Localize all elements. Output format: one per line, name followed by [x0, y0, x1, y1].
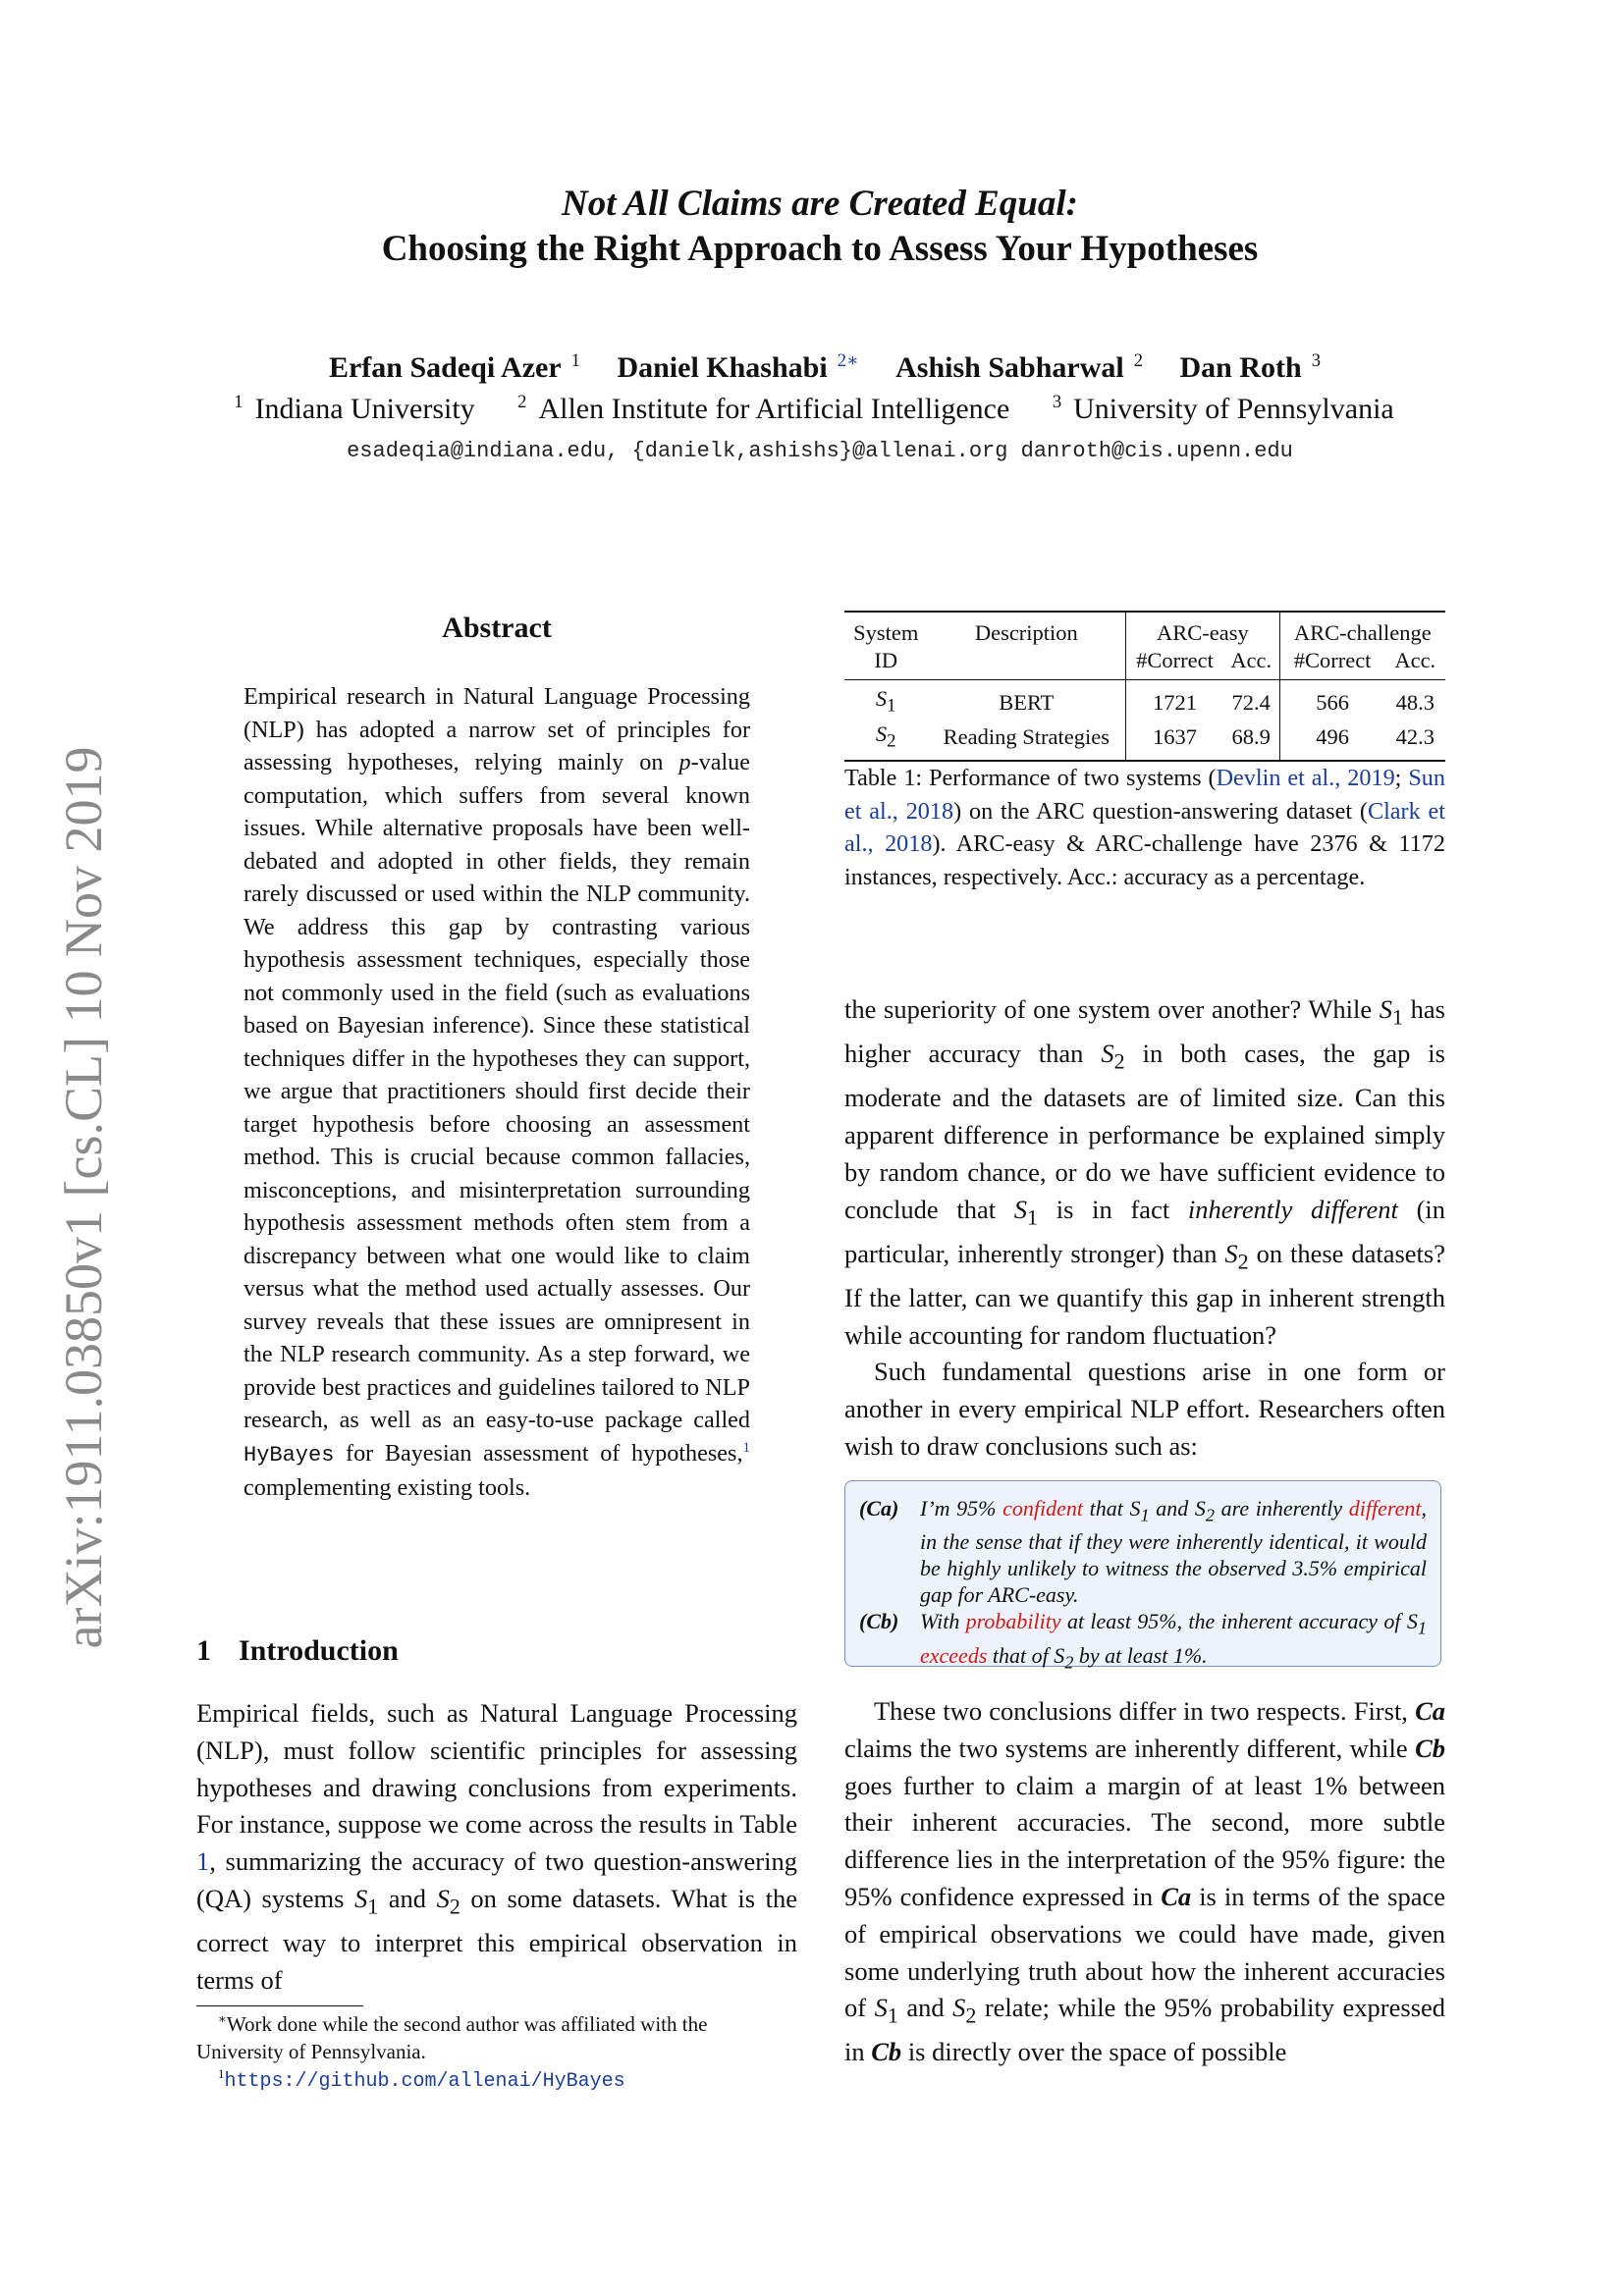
author-affil-mark[interactable]: 2∗ — [837, 350, 859, 371]
arxiv-identifier: arXiv:1911.03850v1 [cs.CL] 10 Nov 2019 — [54, 746, 113, 1649]
math-sub: 1 — [1027, 1203, 1039, 1229]
caption-part: ). ARC-easy & ARC-challenge have 2376 & 1172 instances, respectively. Acc.: accuracy as a percentage. — [844, 830, 1445, 890]
claim-text — [920, 1608, 1427, 1676]
author-emails: esadeqia@indiana.edu, {danielk,ashishs}@allenai.org danroth@cis.upenn.edu — [347, 439, 1293, 463]
citation-link[interactable]: Devlin et al., 2019 — [1216, 765, 1395, 791]
cell-challenge-correct: 496 — [1279, 721, 1384, 762]
math-sub: 1 — [1392, 1004, 1404, 1030]
body-part: the superiority of one system over another? While — [844, 994, 1380, 1024]
body-part: claims the two systems are inherently different, while — [844, 1733, 1416, 1763]
math-s: S — [875, 721, 888, 746]
claim-highlight: different — [1348, 1496, 1422, 1521]
header-arc-challenge: ARC-challenge — [1279, 612, 1445, 647]
footnote-link[interactable]: 1 — [742, 1439, 750, 1456]
abstract-part: Empirical research in Natural Language Processing (NLP) has adopted a narrow set of principles for assessing hypotheses, relying mainly on — [244, 683, 750, 775]
right-paragraph-1 — [844, 991, 1445, 1466]
claim-cb — [859, 1608, 1427, 1676]
cell-challenge-acc: 42.3 — [1385, 721, 1445, 762]
cell-easy-acc: 72.4 — [1223, 680, 1279, 721]
body-part: in both cases, the gap is moderate and the datasets are of limited size. Can this apparent difference in performance be explained simply by random chance, or do we have sufficient evidence to conclude that — [844, 1039, 1445, 1224]
author — [886, 351, 1143, 384]
body-part: (in particular, inherently stronger) than — [844, 1194, 1446, 1268]
header-system: System — [844, 612, 927, 647]
header-id: ID — [874, 648, 898, 672]
math-sub: 1 — [1140, 1505, 1150, 1525]
title-line-2: Choosing the Right Approach to Assess Your Hypotheses — [381, 229, 1259, 269]
body-part: on these datasets? If the latter, can we quantify this gap in inherent strength while accounting for random fluctuation? — [844, 1238, 1445, 1350]
author — [607, 351, 858, 384]
body-part: goes further to claim a margin of at least 1% between their inherent accuracies. The second, more subtle difference lies in the interpretation of the 95% figure: the 95% confidence expressed in — [844, 1770, 1445, 1911]
footnote-text: Work done while the second author was affiliated with the University of Pennsylvania. — [196, 2012, 708, 2063]
footnote-mark: ∗ — [218, 2011, 227, 2026]
claim-label: (Ca) — [859, 1496, 899, 1521]
section-title: Introduction — [239, 1634, 399, 1667]
author-list — [196, 351, 1443, 385]
paper-title — [196, 182, 1443, 272]
cell-easy-correct: 1637 — [1126, 721, 1223, 762]
claim-part: With — [920, 1609, 966, 1634]
claim-part: that S — [1082, 1496, 1141, 1521]
math-s: S — [952, 1993, 966, 2023]
right-paragraph-2 — [844, 1693, 1445, 2071]
affil-mark: 3 — [1052, 392, 1062, 412]
section-number: 1 — [196, 1634, 211, 1667]
table-row — [844, 680, 1445, 721]
title-line-1: Not All Claims are Created Equal: — [562, 184, 1078, 224]
claim-part: I’m 95% — [920, 1496, 1003, 1521]
body-part: and — [897, 1993, 953, 2023]
header-arc-easy: ARC-easy — [1126, 612, 1279, 647]
p-symbol: p — [678, 749, 691, 775]
header-blank — [927, 647, 1125, 680]
math-s: S — [875, 686, 888, 711]
body-part: relate; while the 95% probability expressed in — [844, 1993, 1446, 2067]
author-affil-mark: 1 — [570, 350, 580, 371]
author-name: Ashish Sabharwal — [895, 351, 1124, 384]
claim-ca — [859, 1495, 1427, 1608]
footnote-star — [196, 2010, 797, 2065]
caption-label: Table 1: — [844, 765, 923, 791]
math-s: S — [1101, 1039, 1114, 1069]
abstract-part: complementing existing tools. — [244, 1474, 531, 1501]
intro-part: and — [378, 1883, 437, 1913]
caption-part: ; — [1394, 765, 1409, 791]
intro-part: , summarizing the accuracy of two question-answering (QA) systems — [196, 1846, 797, 1913]
affil-mark: 1 — [234, 392, 244, 412]
claim-highlight: exceeds — [920, 1642, 988, 1668]
header-easy-acc: Acc. — [1230, 648, 1272, 672]
body-part: has higher accuracy than — [844, 994, 1446, 1069]
claim-ref: Ca — [1415, 1696, 1445, 1726]
cell-description: BERT — [927, 680, 1125, 721]
header-challenge-acc: Acc. — [1394, 648, 1436, 672]
body-part: is in terms of the space of empirical observations we could have made, given some underlying truth about how the inherent accuracies of — [844, 1881, 1445, 2023]
math-sub: 2 — [1237, 1248, 1249, 1273]
arxiv-sidebar — [29, 707, 137, 1688]
math-sub: 2 — [449, 1894, 460, 1919]
math-sub: 1 — [887, 2002, 898, 2028]
math-s: S — [1379, 994, 1392, 1024]
claim-part: at least 95%, the inherent accuracy of S — [1060, 1609, 1418, 1634]
claim-text — [920, 1495, 1427, 1608]
body-part: These two conclusions differ in two respects. First, — [874, 1696, 1416, 1726]
cell-easy-correct: 1721 — [1126, 680, 1223, 721]
claim-part: by at least 1%. — [1073, 1642, 1208, 1668]
affil-mark: 2 — [517, 392, 527, 412]
claim-part: and S — [1149, 1496, 1206, 1521]
header-challenge-correct: #Correct — [1279, 647, 1384, 680]
footnote-divider — [196, 2005, 363, 2006]
table-reference-link[interactable]: 1 — [196, 1846, 210, 1877]
math-s: S — [436, 1883, 450, 1913]
claim-highlight: probability — [965, 1609, 1061, 1634]
cell-challenge-correct: 566 — [1279, 680, 1384, 721]
math-s: S — [1013, 1194, 1028, 1224]
table-row — [844, 721, 1445, 762]
claim-part: that of S — [987, 1642, 1065, 1668]
emphasis: inherently different — [1187, 1194, 1398, 1224]
math-sub: 2 — [887, 730, 896, 751]
footnote-1 — [196, 2065, 797, 2096]
author — [319, 351, 580, 384]
claims-box — [844, 1480, 1441, 1673]
math-sub: 1 — [1417, 1618, 1427, 1638]
author-affil-mark: 3 — [1311, 350, 1322, 371]
package-name: HyBayes — [244, 1442, 335, 1468]
body-part: is directly over the space of possible — [901, 2037, 1287, 2067]
claim-part: are inherently — [1215, 1496, 1349, 1521]
math-sub: 1 — [887, 695, 896, 717]
cell-challenge-acc: 48.3 — [1385, 680, 1445, 721]
math-sub: 1 — [367, 1894, 379, 1919]
citation-link[interactable]: Clark et al., 2018 — [844, 797, 1445, 857]
results-table — [844, 611, 1445, 762]
caption-part: ) on the ARC question-answering dataset ( — [953, 797, 1368, 825]
affiliation-list — [196, 393, 1443, 426]
affiliation-name: Allen Institute for Artificial Intelligence — [538, 393, 1010, 425]
math-s: S — [1224, 1238, 1238, 1268]
claim-ref: Cb — [1415, 1733, 1445, 1763]
cell-system-id — [844, 680, 927, 721]
abstract-heading: Abstract — [442, 612, 552, 644]
math-s: S — [353, 1883, 368, 1913]
author-name: Daniel Khashabi — [617, 351, 828, 384]
claim-ref: Cb — [871, 2037, 902, 2067]
affiliation-name: University of Pennsylvania — [1073, 393, 1394, 425]
section-heading-introduction — [196, 1634, 399, 1668]
table-caption — [844, 762, 1445, 893]
affiliation — [1053, 393, 1406, 425]
header-easy-correct: #Correct — [1126, 647, 1223, 680]
footnotes — [196, 2010, 797, 2096]
claim-highlight: confident — [1002, 1496, 1083, 1521]
citation-link[interactable]: Sun et al., 2018 — [844, 765, 1445, 825]
body-part: is in fact — [1038, 1194, 1188, 1224]
intro-part: Empirical fields, such as Natural Language Processing (NLP), must follow scientific principles for assessing hypotheses and drawing conclusions from experiments. For instance, suppose we come across the results in Table — [196, 1698, 797, 1840]
claim-label: (Cb) — [859, 1609, 899, 1634]
math-sub: 2 — [1205, 1505, 1216, 1525]
header-description: Description — [927, 612, 1125, 647]
intro-part: on some datasets. What is the correct way to interpret this empirical observation in terms of — [196, 1883, 798, 1995]
cell-system-id — [844, 721, 927, 762]
math-sub: 2 — [965, 2002, 977, 2028]
author-affil-mark: 2 — [1133, 350, 1144, 371]
footnote-mark: 1 — [218, 2066, 225, 2081]
cell-description: Reading Strategies — [927, 721, 1125, 762]
claim-part: , in the sense that if they were inherently identical, it would be highly unlikely to witness the observed 3.5% empirical gap for ARC-easy. — [920, 1496, 1428, 1608]
body-part: Such fundamental questions arise in one form or another in every empirical NLP effort. Researchers often wish to draw conclusions such as: — [844, 1357, 1445, 1461]
author — [1170, 351, 1322, 384]
abstract-part: for Bayesian assessment of hypotheses, — [334, 1439, 743, 1467]
cell-easy-acc: 68.9 — [1223, 721, 1279, 762]
hybayes-url-link[interactable]: https://github.com/allenai/HyBayes — [224, 2070, 625, 2093]
claim-ref: Ca — [1161, 1881, 1192, 1911]
math-sub: 2 — [1113, 1048, 1125, 1074]
math-s: S — [874, 1993, 888, 2023]
abstract-part: -value computation, which suffers from several known issues. While alternative proposals have been well-debated and adopted in other fields, they remain rarely discussed or used within the NLP community. We address this gap by contrasting various hypothesis assessment techniques, especially those not commonly used in the field (such as evaluations based on Bayesian inference). Since these statistical techniques differ in the hypotheses they can support, we argue that practitioners should first decide their target hypothesis before choosing an assessment method. This is crucial because common fallacies, misconceptions, and misinterpretation surrounding hypothesis assessment methods often stem from a discrepancy between what one would like to claim versus what the method used actually assesses. Our survey reveals that these issues are omnipresent in the NLP research community. As a step forward, we provide best practices and guidelines tailored to NLP research, as well as an easy-to-use package called — [244, 749, 750, 1433]
author-name: Erfan Sadeqi Azer — [328, 351, 562, 384]
math-sub: 2 — [1064, 1652, 1074, 1673]
affiliation-name: Indiana University — [254, 393, 475, 425]
affiliation — [517, 393, 1021, 425]
affiliation — [234, 393, 486, 425]
abstract-text — [244, 680, 750, 1505]
intro-paragraph — [196, 1695, 797, 2000]
caption-part: Performance of two systems ( — [922, 765, 1217, 791]
author-name: Dan Roth — [1179, 351, 1302, 384]
